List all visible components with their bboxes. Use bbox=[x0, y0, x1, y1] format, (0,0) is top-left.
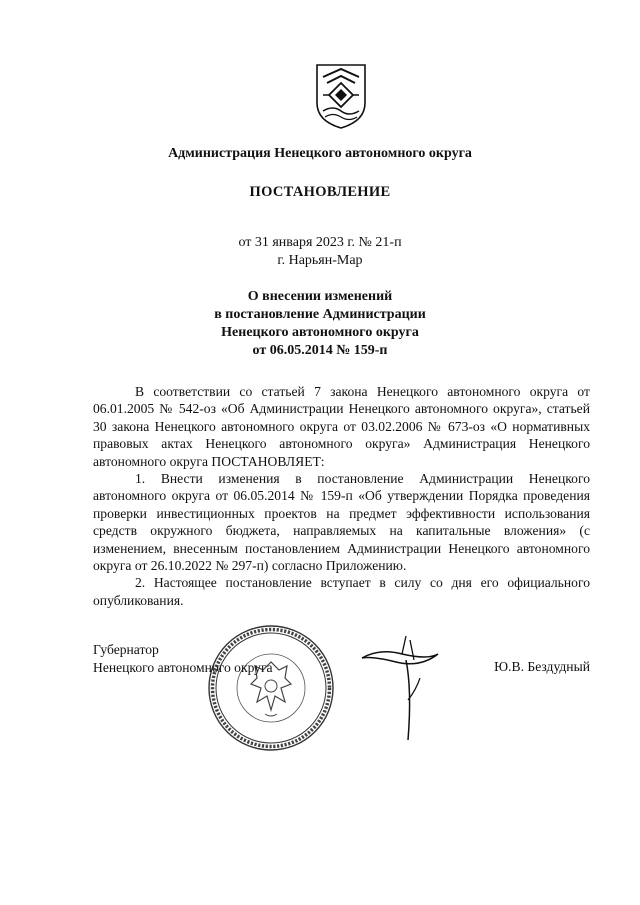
item-2-paragraph: 2. Настоящее постановление вступает в силу со дня его официального опубликования. bbox=[93, 575, 590, 608]
date-number: от 31 января 2023 г. № 21-п bbox=[238, 235, 402, 250]
signatory-organization: Ненецкого автономного округа bbox=[93, 660, 273, 675]
title-line: в постановление Администрации bbox=[214, 307, 426, 322]
preamble-paragraph: В соответствии со статьей 7 закона Ненецкого автономного округа от 06.01.2005 № 542-оз «Об Администрации Ненецкого автономного округа», статьей 30 закона Ненецкого автономного округа от 03.02.2006 № 673-оз «О нормативных правовых актах Ненецкого автономного округа» Администрация Ненецкого автономного округа ПОСТАНОВЛЯЕТ: bbox=[93, 384, 590, 469]
title-line: от 06.05.2014 № 159-п bbox=[252, 343, 388, 358]
handwritten-signature-icon bbox=[350, 630, 445, 745]
item-1-paragraph: 1. Внести изменения в постановление Администрации Ненецкого автономного округа от 06.05.2014 № 159-п «Об утверждении Порядка проведения проверки инвестиционных проектов на предмет эффективности использования средств окружного бюджета, направляемых на капитальные вложения» (с изменением, внесенным постановлением Администрации Ненецкого автономного округа от 26.10.2022 № 297-п) согласно Приложению. bbox=[93, 471, 590, 574]
document-type: ПОСТАНОВЛЕНИЕ bbox=[249, 184, 391, 200]
nenets-coat-of-arms-icon bbox=[313, 61, 369, 131]
signatory-title: Губернатор bbox=[93, 642, 159, 657]
document-title bbox=[0, 288, 640, 360]
title-line: Ненецкого автономного округа bbox=[221, 325, 419, 340]
organization-name: Администрация Ненецкого автономного округа bbox=[168, 146, 472, 161]
city: г. Нарьян-Мар bbox=[277, 253, 363, 268]
signatory-name: Ю.В. Бездудный bbox=[494, 659, 590, 674]
title-line: О внесении изменений bbox=[247, 289, 393, 304]
document-body bbox=[93, 383, 590, 609]
signatory-position bbox=[93, 641, 273, 677]
